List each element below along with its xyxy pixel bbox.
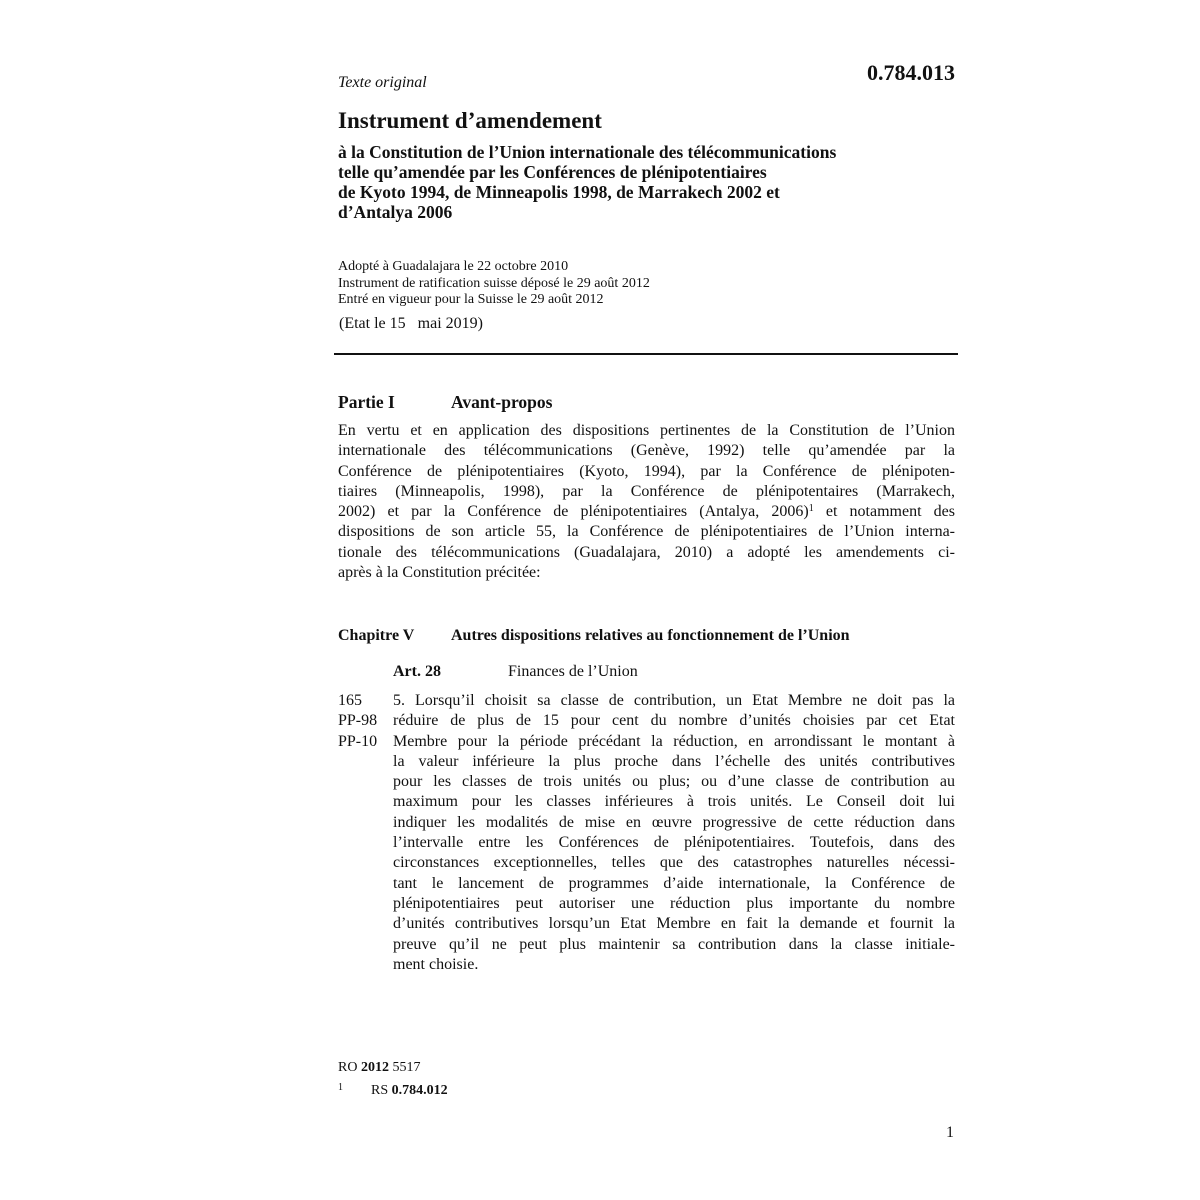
- subtitle-line: telle qu’amendée par les Conférences de plénipotentiaires: [338, 162, 767, 182]
- ro-prefix: RO: [338, 1060, 361, 1075]
- horizontal-rule: [334, 353, 958, 355]
- margin-note: PP-10: [338, 732, 378, 750]
- article-heading: [393, 663, 638, 681]
- paragraph-line: tionale des télécommunications (Guadalajara, 2010) a adopté les amendements ci-: [338, 543, 955, 561]
- article-paragraph: [393, 691, 955, 975]
- paragraph-line: l’intervalle entre les Conférences de plénipotentiaires. Toutefois, dans des: [393, 834, 955, 852]
- paragraph-line: internationale des télécommunications (Genève, 1992) telle qu’amendée par la: [338, 442, 955, 460]
- paragraph-line: circonstances exceptionnelles, telles que des catastrophes naturelles nécessi-: [393, 854, 955, 872]
- part-heading: [338, 392, 552, 413]
- paragraph-line-text: 2002) et par la Conférence de plénipotentiaires (Antalya, 2006): [338, 503, 809, 521]
- paragraph-line: tiaires (Minneapolis, 1998), par la Conférence de plénipotentaires (Marrakech,: [338, 482, 955, 500]
- paragraph-line: dispositions de son article 55, la Conférence de plénipotentiaires de l’Union interna-: [338, 523, 955, 541]
- part-number: Partie I: [338, 392, 395, 412]
- ratification-date: Instrument de ratification suisse déposé le 29 août 2012: [338, 275, 650, 291]
- entry-into-force-date: Entré en vigueur pour la Suisse le 29 août 2012: [338, 292, 604, 307]
- paragraph-line: preuve qu’il ne peut plus maintenir sa contribution dans la classe initiale-: [393, 935, 955, 953]
- subtitle-line: à la Constitution de l’Union internationale des télécommunications: [338, 142, 837, 162]
- footnote-reference[interactable]: 1: [808, 503, 814, 515]
- page-number: 1: [946, 1124, 954, 1141]
- paragraph-line: pour les classes de trois unités ou plus; ou d’une classe de contribution au: [393, 773, 955, 791]
- sr-number: 0.784.013: [867, 60, 955, 85]
- document-subtitle: [338, 142, 836, 222]
- chapter-number: Chapitre V: [338, 627, 415, 644]
- paragraph-line: après à la Constitution précitée:: [338, 564, 541, 582]
- paragraph-line: la valeur inférieure la plus proche dans l’échelle des unités contributives: [393, 752, 955, 770]
- preamble-paragraph: [338, 421, 955, 583]
- footnote-1: [338, 1078, 448, 1101]
- chapter-title: Autres dispositions relatives au fonctionnement de l’Union: [451, 627, 850, 644]
- rs-prefix: RS: [371, 1083, 392, 1098]
- article-title: Finances de l’Union: [508, 663, 638, 680]
- margin-note: PP-98: [338, 712, 378, 730]
- margin-notes: [338, 691, 377, 752]
- paragraph-line: Membre pour la période précédant la réduction, en arrondissant le montant à: [393, 732, 955, 750]
- document-title: Instrument d’amendement: [338, 108, 602, 133]
- dates-block: [338, 259, 650, 309]
- state-date: (Etat le 15 mai 2019): [339, 315, 483, 332]
- adopted-date: Adopté à Guadalajara le 22 octobre 2010: [338, 259, 569, 274]
- paragraph-line: réduire de plus de 15 pour cent du nombre d’unités choisies par cet Etat: [393, 712, 955, 730]
- paragraph-line: Conférence de plénipotentiaires (Kyoto, 1994), par la Conférence de plénipoten-: [338, 462, 955, 480]
- footnote-mark: 1: [338, 1082, 343, 1093]
- ro-year: 2012: [360, 1060, 389, 1075]
- subtitle-line: d’Antalya 2006: [338, 202, 453, 222]
- ro-page: 5517: [388, 1060, 421, 1075]
- ro-reference: [338, 1058, 448, 1078]
- original-text-label: Texte original: [338, 74, 427, 91]
- paragraph-line: 5. Lorsqu’il choisit sa classe de contribution, un Etat Membre ne doit pas la: [393, 692, 955, 709]
- paragraph-line-with-footnote: [338, 502, 955, 522]
- part-title: Avant-propos: [451, 392, 553, 412]
- rs-number[interactable]: 0.784.012: [391, 1083, 448, 1098]
- subtitle-line: de Kyoto 1994, de Minneapolis 1998, de Marrakech 2002 et: [338, 182, 780, 202]
- footnotes: [338, 1058, 448, 1101]
- article-number: Art. 28: [393, 663, 441, 680]
- paragraph-line: plénipotentiaires peut autoriser une réduction plus importante du nombre: [393, 894, 955, 912]
- paragraph-line: ment choisie.: [393, 955, 479, 973]
- paragraph-line-tail: et notamment des: [813, 503, 956, 521]
- paragraph-line: maximum pour les classes inférieures à trois unités. Le Conseil doit lui: [393, 793, 955, 811]
- paragraph-line: indiquer les modalités de mise en œuvre progressive de cette réduction dans: [393, 813, 955, 831]
- chapter-heading: [338, 627, 850, 645]
- paragraph-line: d’unités contributives lorsqu’un Etat Membre en fait la demande et fournit la: [393, 915, 955, 933]
- paragraph-line: En vertu et en application des dispositions pertinentes de la Constitution de l’Union: [338, 422, 955, 439]
- margin-note: 165: [338, 692, 362, 709]
- paragraph-line: tant le lancement de programmes d’aide internationale, la Conférence de: [393, 874, 955, 892]
